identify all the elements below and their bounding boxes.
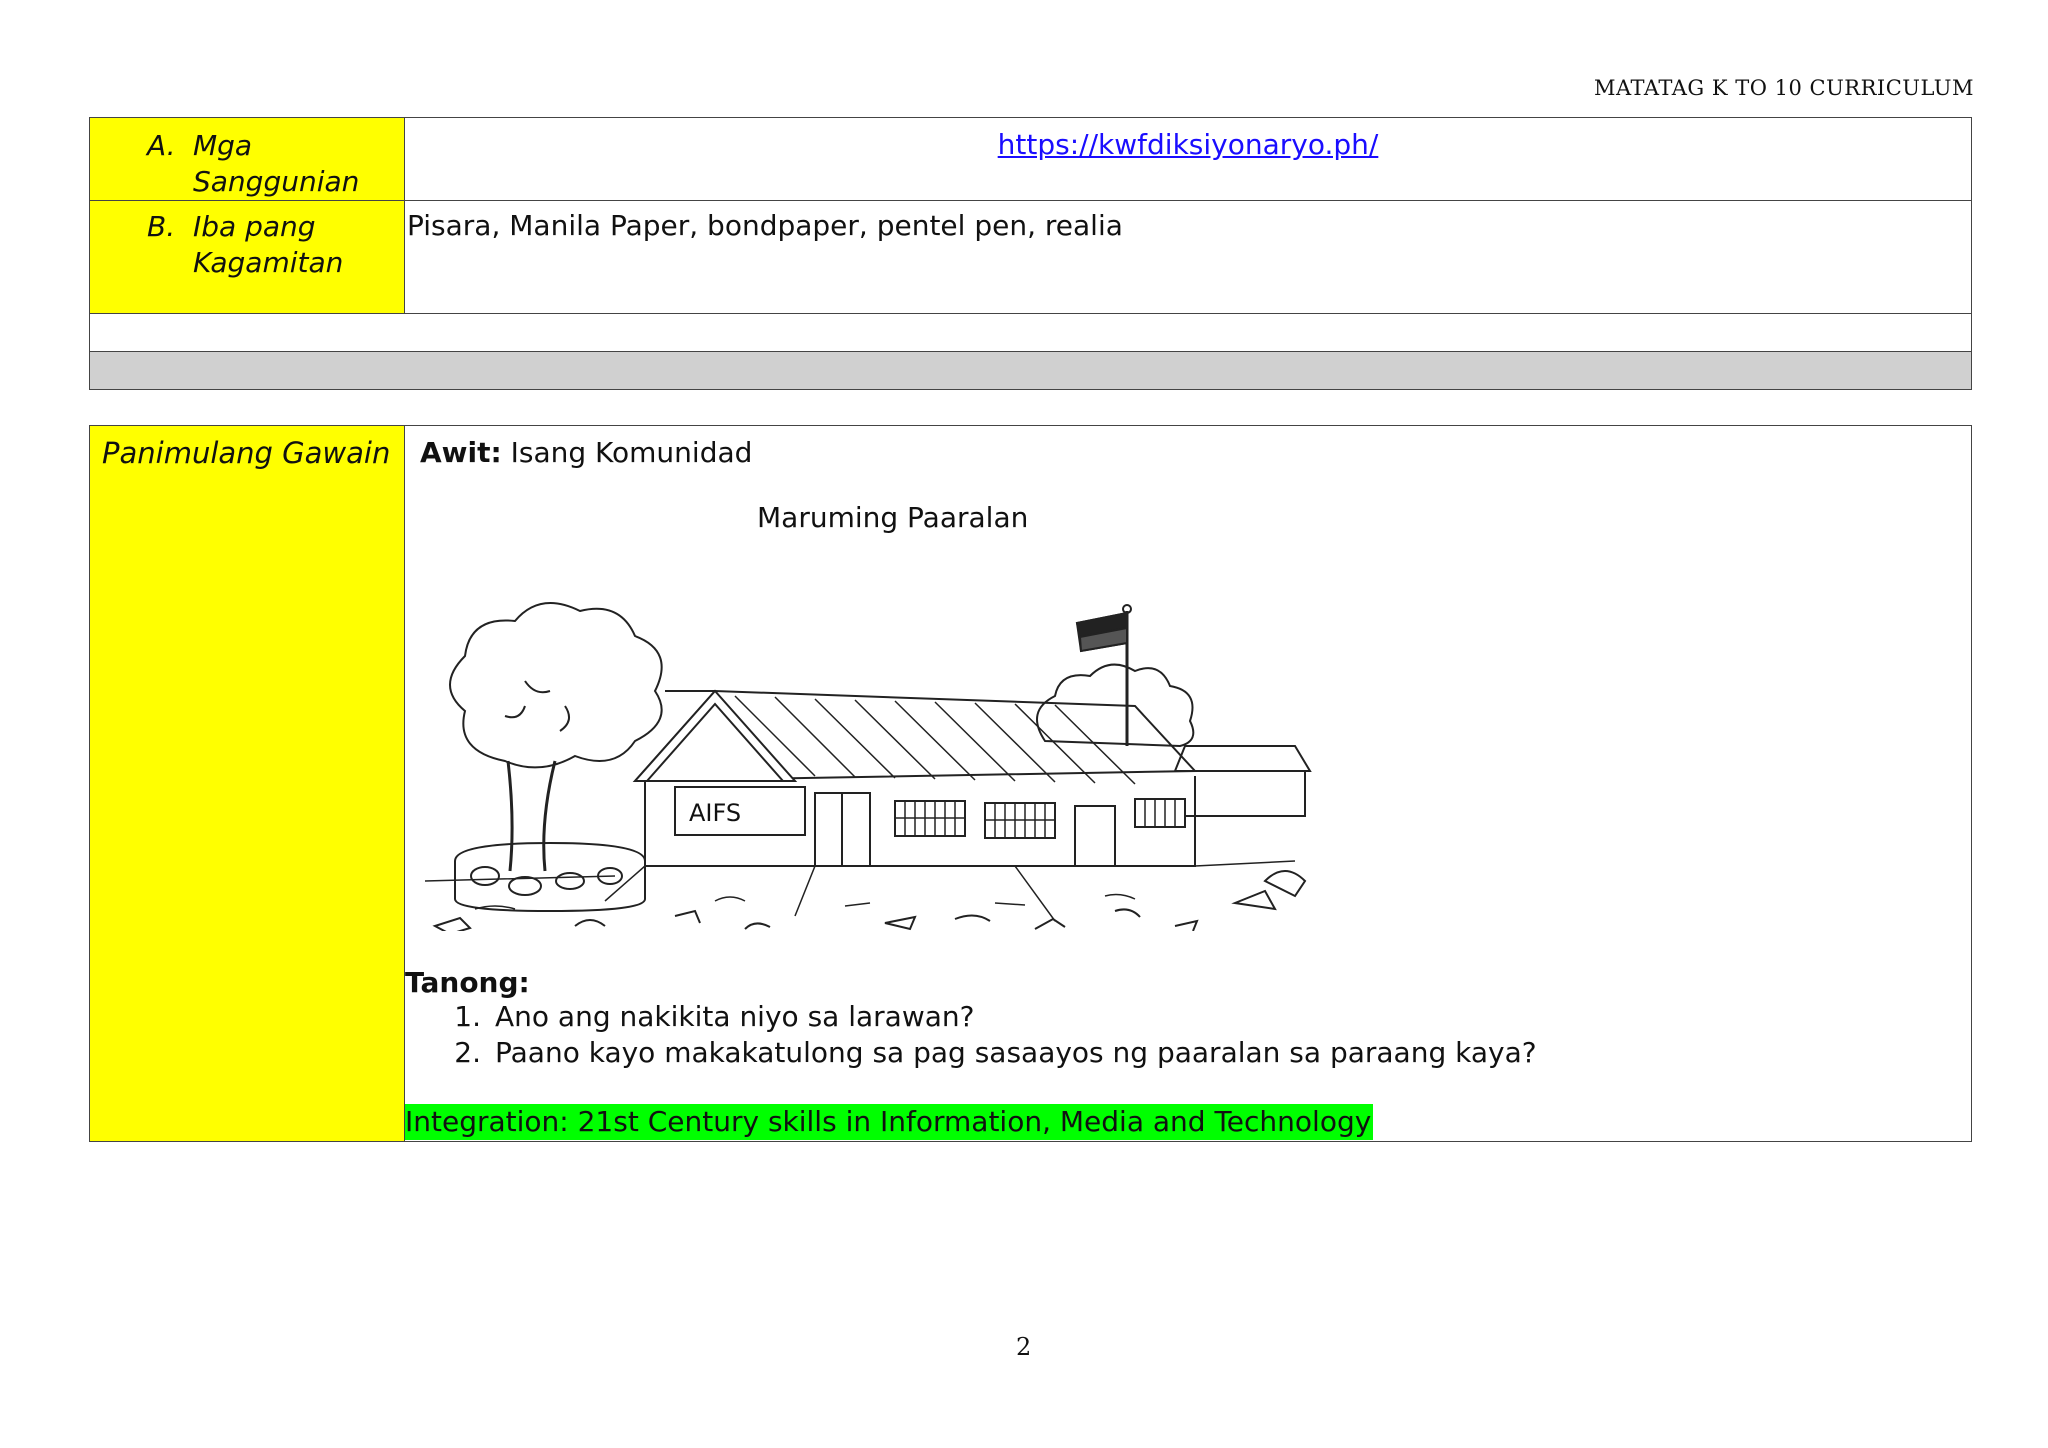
- materials-letter: B.: [147, 210, 176, 243]
- roof-lines: [735, 696, 1135, 784]
- planter-stone: [471, 867, 499, 885]
- ground-lines: [425, 861, 1295, 921]
- activity-label: Panimulang Gawain: [90, 426, 405, 1142]
- song-title: Isang Komunidad: [501, 436, 753, 469]
- picture-title: Maruming Paaralan: [757, 501, 1029, 534]
- song-label: Awit:: [420, 436, 502, 469]
- activity-table: [89, 425, 1972, 1142]
- question-text: Paano kayo makakatulong sa pag sasaayos ng paaralan sa paraang kaya?: [495, 1036, 1537, 1069]
- grey-row: [90, 352, 1972, 390]
- integration-highlight: Integration: 21st Century skills in Information, Media and Technology: [405, 1105, 1372, 1138]
- tree-canopy: [450, 603, 662, 767]
- litter-lines: [475, 895, 1135, 909]
- window: [985, 803, 1055, 838]
- question-text: Ano ang nakikita niyo sa larawan?: [495, 1000, 975, 1033]
- dirty-school-illustration: [415, 531, 1315, 931]
- window: [1135, 799, 1185, 827]
- resources-table: [89, 117, 1972, 390]
- school-sign-text: AIFS: [689, 799, 742, 827]
- questions-list: [405, 999, 1537, 1071]
- activity-content-cell: [405, 426, 1972, 1142]
- tree-detail: [505, 681, 569, 731]
- tree-trunk: [508, 761, 555, 871]
- kwf-link[interactable]: https://kwfdiksiyonaryo.ph/: [997, 128, 1379, 161]
- list-item: [405, 999, 1537, 1035]
- blank-row: [90, 314, 1972, 352]
- planter-stone: [509, 877, 541, 895]
- resources-label: Mga Sanggunian: [193, 129, 360, 198]
- resources-letter: A.: [147, 129, 176, 162]
- questions-heading: Tanong:: [405, 966, 530, 999]
- song-line: [420, 436, 752, 469]
- materials-label: Iba pang Kagamitan: [193, 210, 344, 279]
- question-number: 1.: [454, 1000, 481, 1033]
- materials-value: Pisara, Manila Paper, bondpaper, pentel pen, realia: [405, 201, 1972, 314]
- curriculum-header: MATATAG K TO 10 CURRICULUM: [1594, 76, 1974, 100]
- side-door: [1075, 806, 1115, 866]
- side-wing-wall: [1185, 771, 1305, 816]
- resources-label-cell: [90, 118, 405, 201]
- resources-value-cell: [405, 118, 1972, 201]
- materials-label-cell: [90, 201, 405, 314]
- window: [895, 801, 965, 836]
- list-item: [405, 1035, 1537, 1071]
- question-number: 2.: [454, 1036, 481, 1069]
- page-number: 2: [1016, 1333, 1032, 1361]
- scattered-trash: [435, 871, 1305, 931]
- planter-stone: [556, 873, 584, 889]
